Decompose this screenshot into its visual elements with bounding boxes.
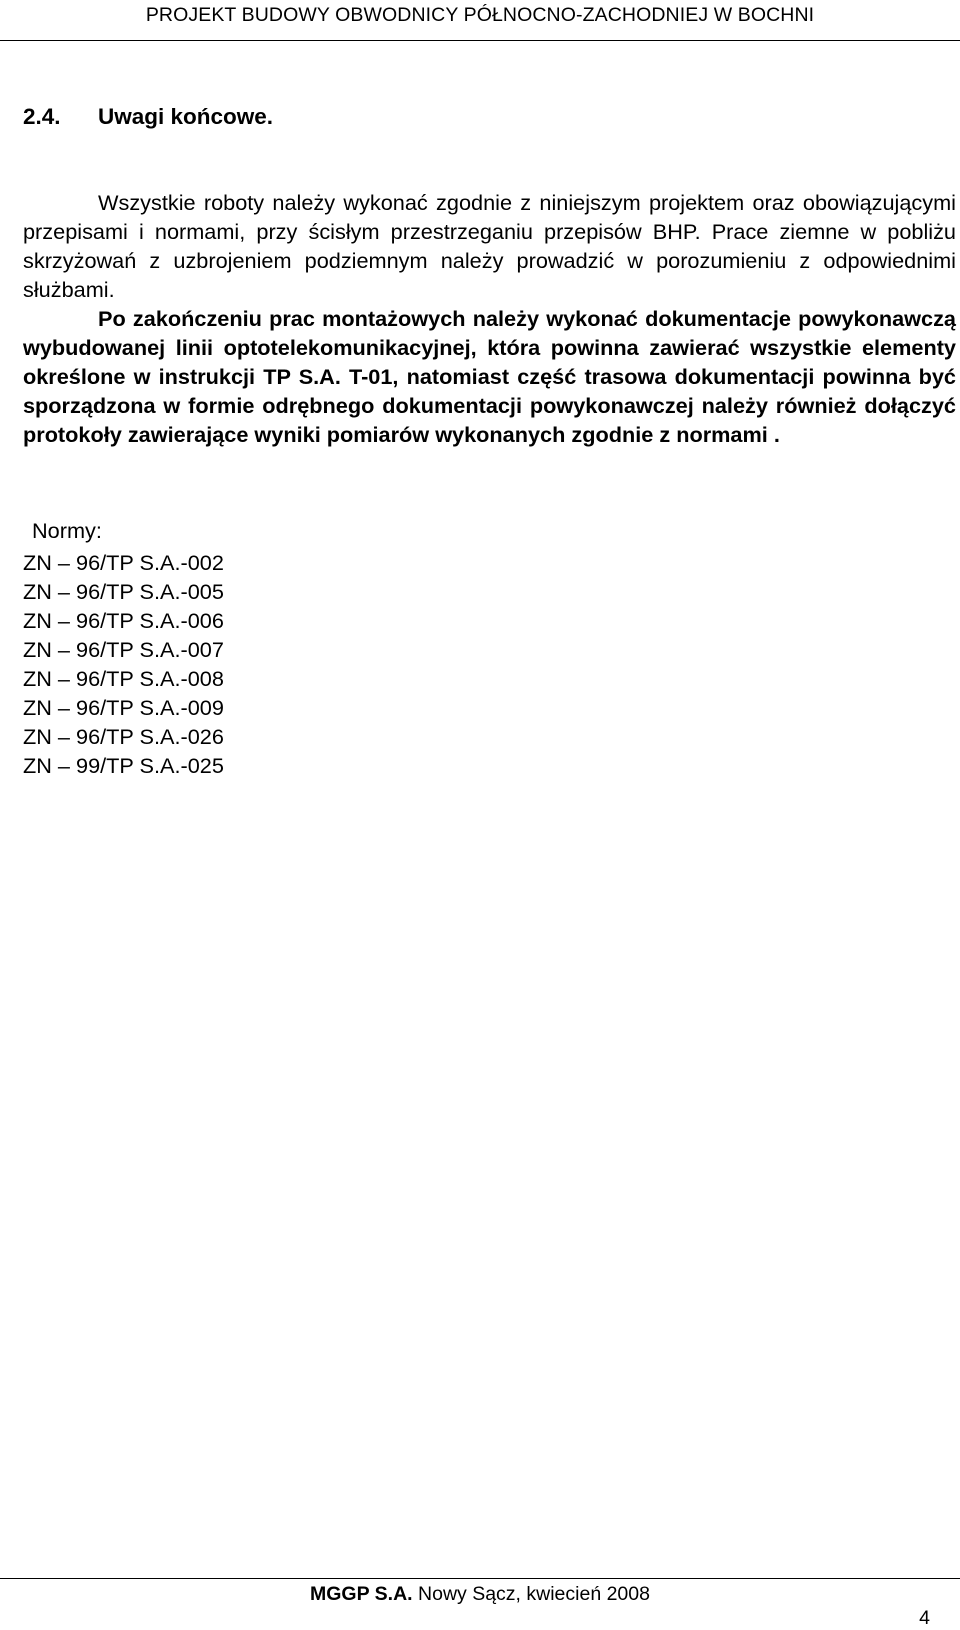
- norm-item: ZN – 96/TP S.A.-009: [23, 695, 224, 720]
- section-number: 2.4.: [23, 104, 61, 129]
- norms-list: [23, 548, 224, 780]
- section-title: Uwagi końcowe.: [98, 104, 274, 129]
- header-divider: [0, 40, 960, 41]
- paragraph-general-rules-container: [23, 188, 956, 304]
- page-header: [0, 0, 960, 42]
- norm-item: ZN – 96/TP S.A.-026: [23, 724, 224, 749]
- page-footer: [0, 1583, 960, 1606]
- norm-item: ZN – 99/TP S.A.-025: [23, 753, 224, 778]
- section-heading: [23, 104, 273, 130]
- norm-item: ZN – 96/TP S.A.-006: [23, 608, 224, 633]
- paragraph-general-rules: Wszystkie roboty należy wykonać zgodnie z niniejszym projektem oraz obowiązującymi przepisami i normami, przy ścisłym przestrzeganiu przepisów BHP. Prace ziemne w pobliżu skrzyżowań z uzbrojeniem podziemnym należy prowadzić w porozumieniu z odpowiednimi służbami.: [23, 190, 956, 302]
- norm-item: ZN – 96/TP S.A.-008: [23, 666, 224, 691]
- document-title: PROJEKT BUDOWY OBWODNICY PÓŁNOCNO-ZACHODNIEJ W BOCHNI: [145, 4, 815, 26]
- footer-place-date: Nowy Sącz, kwiecień 2008: [418, 1583, 650, 1605]
- footer-company: MGGP S.A.: [310, 1583, 413, 1605]
- norm-item: ZN – 96/TP S.A.-007: [23, 637, 224, 662]
- page-number: 4: [919, 1607, 930, 1629]
- norms-label: Normy:: [32, 518, 102, 543]
- norm-item: ZN – 96/TP S.A.-002: [23, 550, 224, 575]
- paragraph-documentation-container: [23, 304, 956, 449]
- footer-divider: [0, 1578, 960, 1579]
- paragraph-documentation: Po zakończeniu prac montażowych należy wykonać dokumentacje powykonawczą wybudowanej linii optotelekomunikacyjnej, która powinna zawierać wszystkie elementy określone w instrukcji TP S.A. T-01, natomiast część trasowa dokumentacji powinna być sporządzona w formie odrębnego dokumentacji powykonawczej należy również dołączyć protokoły zawierające wyniki pomiarów wykonanych zgodnie z normami .: [23, 306, 956, 447]
- norm-item: ZN – 96/TP S.A.-005: [23, 579, 224, 604]
